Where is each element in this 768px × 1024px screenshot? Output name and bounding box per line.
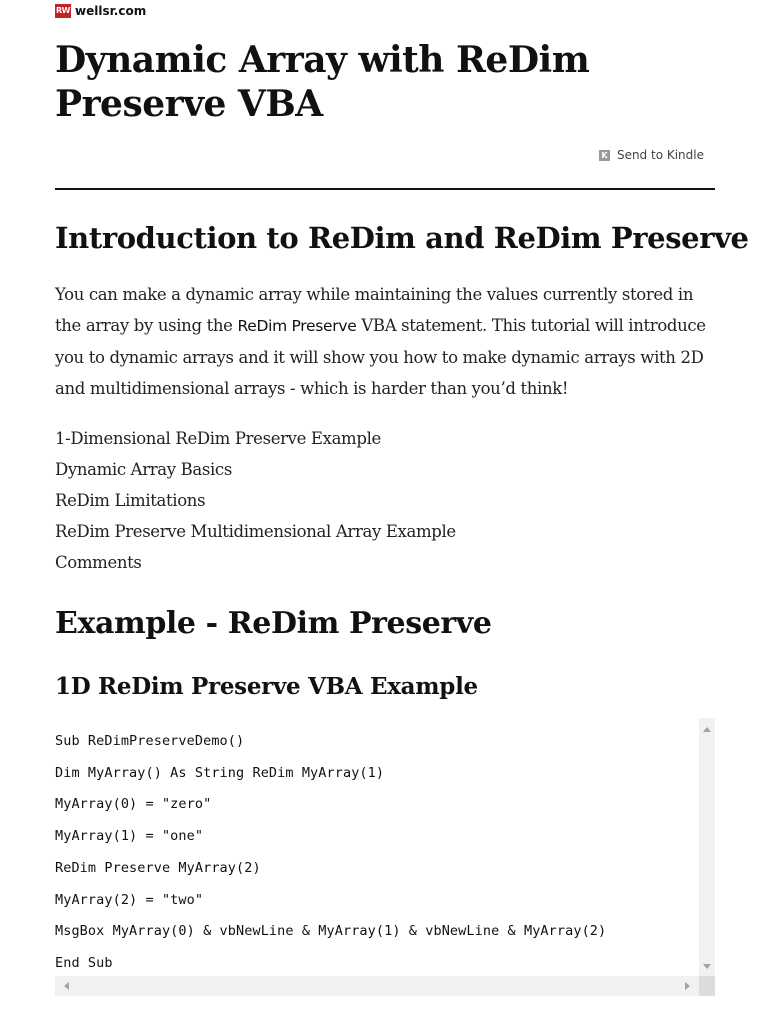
intro-text-after: VBA statement. This tutorial will introduce you to dynamic arrays and it will show you how to make dynamic arrays with 2D and multidimensional arrays - which is harder than you’d think!	[55, 316, 706, 398]
toc-link-1d-example[interactable]: 1-Dimensional ReDim Preserve Example	[55, 429, 381, 448]
example-heading: Example - ReDim Preserve	[55, 606, 492, 641]
intro-heading: Introduction to ReDim and ReDim Preserve	[55, 221, 749, 255]
horizontal-scrollbar[interactable]	[55, 976, 699, 996]
example-subheading: 1D ReDim Preserve VBA Example	[55, 673, 478, 700]
code-line: MsgBox MyArray(0) & vbNewLine & MyArray(1) & vbNewLine & MyArray(2)	[55, 923, 607, 940]
code-line: ReDim Preserve MyArray(2)	[55, 859, 261, 876]
scroll-down-arrow-icon[interactable]	[703, 964, 711, 969]
table-of-contents	[55, 423, 456, 578]
toc-link-redim-limitations[interactable]: ReDim Limitations	[55, 491, 206, 510]
wellsr-logo-icon: RW	[55, 4, 71, 18]
code-line: MyArray(2) = "two"	[55, 891, 204, 908]
send-to-kindle-button[interactable]	[599, 148, 704, 162]
scroll-up-arrow-icon[interactable]	[703, 727, 711, 732]
site-name[interactable]: wellsr.com	[75, 4, 147, 18]
redim-preserve-keyword: ReDim Preserve	[237, 317, 357, 335]
scrollbar-corner	[699, 976, 715, 996]
code-line: MyArray(1) = "one"	[55, 828, 204, 845]
toc-link-comments[interactable]: Comments	[55, 553, 142, 572]
scroll-right-arrow-icon[interactable]	[685, 982, 690, 990]
toc-link-dynamic-array-basics[interactable]: Dynamic Array Basics	[55, 460, 232, 479]
code-line: Sub ReDimPreserveDemo()	[55, 733, 245, 749]
vertical-scrollbar[interactable]	[699, 718, 715, 976]
code-line: Dim MyArray() As String ReDim MyArray(1)	[55, 764, 385, 781]
title-divider	[55, 188, 715, 190]
code-line: MyArray(0) = "zero"	[55, 796, 212, 813]
scroll-left-arrow-icon[interactable]	[64, 982, 69, 990]
code-block[interactable]	[55, 718, 715, 996]
site-header[interactable]	[55, 3, 146, 19]
toc-link-multidimensional-example[interactable]: ReDim Preserve Multidimensional Array Example	[55, 522, 456, 541]
intro-text-before: You can make a dynamic array while maintaining the values currently stored in the array by using the	[55, 285, 694, 335]
send-to-kindle-label: Send to Kindle	[616, 148, 704, 162]
page-title: Dynamic Array with ReDim Preserve VBA	[55, 39, 590, 125]
kindle-icon: K	[599, 150, 610, 161]
code-line: End Sub	[55, 954, 113, 971]
code-lines	[55, 726, 699, 980]
intro-paragraph	[55, 279, 717, 404]
